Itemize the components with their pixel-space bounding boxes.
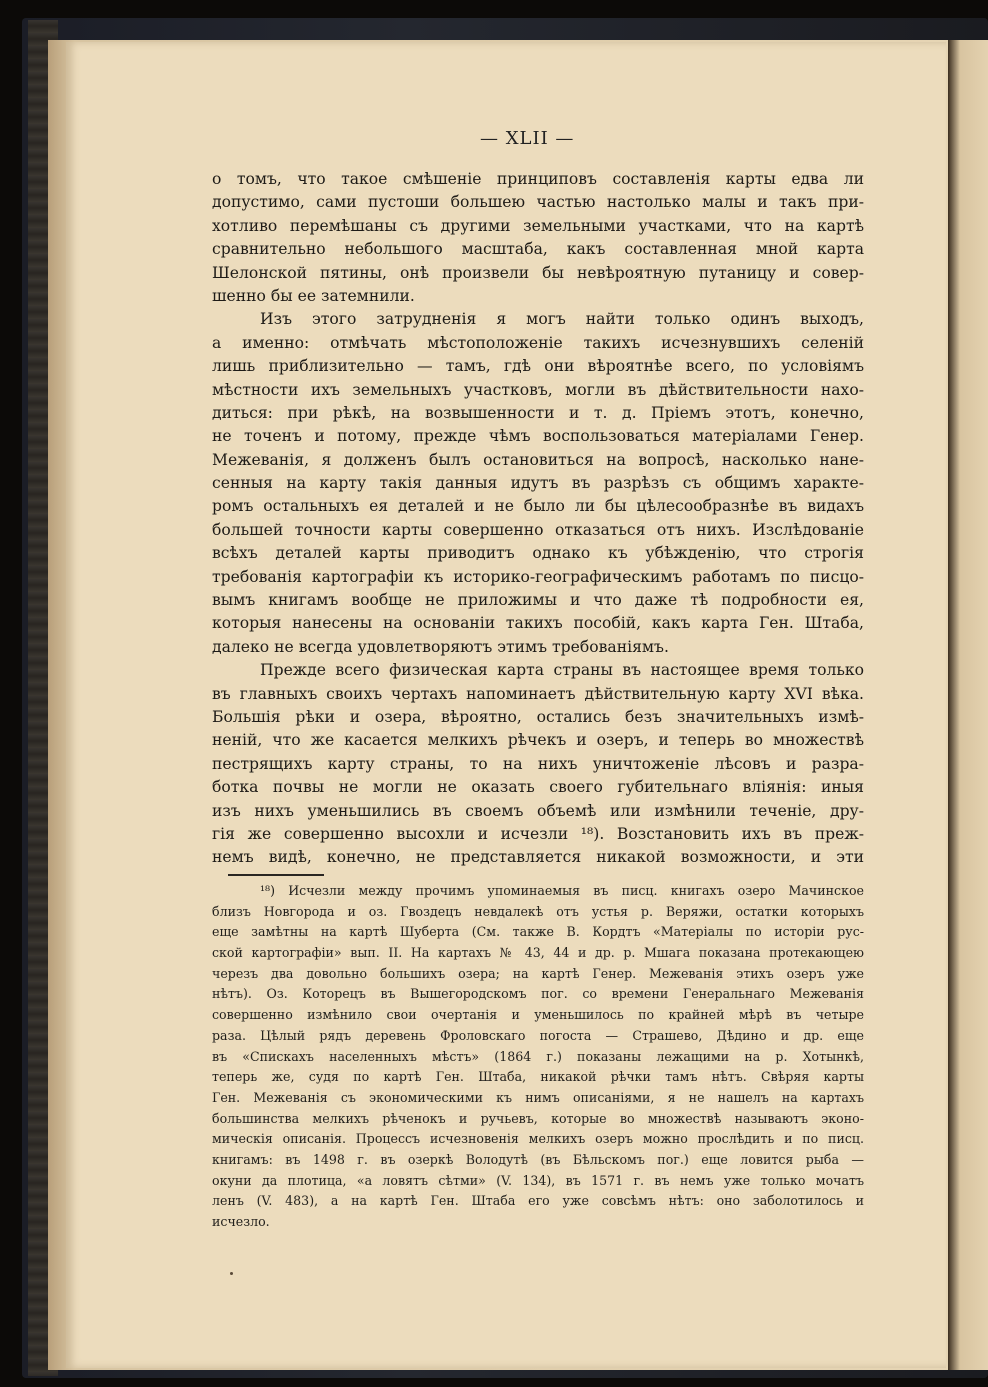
body-line: ботка почвы не могли не оказать своего губительнаго вліянія: иныя	[212, 778, 864, 797]
body-line: изъ нихъ уменьшились въ своемъ объемѣ или измѣнили теченіе, дру-	[212, 801, 864, 820]
body-line: требованія картографіи къ историко-географическимъ работамъ по писцо-	[212, 567, 864, 586]
footnote-line: ской картографіи» вып. II. На картахъ № 43, 44 и др. р. Мшага показана протекающею	[212, 945, 864, 961]
body-line: Изъ этого затрудненія я могъ найти только одинъ выходъ,	[260, 310, 864, 329]
body-line: большей точности карты совершенно отказаться отъ нихъ. Изслѣдованіе	[212, 520, 864, 539]
footnote-line: еще замѣтны на картѣ Шуберта (См. также В. Кордтъ «Матеріалы по исторіи рус-	[212, 924, 864, 940]
footnote-line: совершенно измѣнило свои очертанія и уменьшилось по крайней мѣрѣ въ четыре	[212, 1007, 864, 1023]
body-line: не точенъ и потому, прежде чѣмъ воспользоваться матеріалами Генер.	[212, 427, 864, 446]
footnote-line: исчезло.	[212, 1214, 270, 1229]
footnote-line: окуни да плотица, «а ловятъ сѣтми» (V. 134), въ 1571 г. въ немъ уже только мочатъ	[212, 1172, 864, 1188]
body-line: немъ видѣ, конечно, не представляется никакой возможности, и эти	[212, 848, 864, 867]
facing-page-edge	[948, 40, 988, 1370]
body-line: Большія рѣки и озера, вѣроятно, остались безъ значительныхъ измѣ-	[212, 707, 864, 726]
footnote-line: ¹⁸) Исчезли между прочимъ упоминаемыя въ писц. книгахъ озеро Мачинское	[260, 883, 864, 898]
body-line: всѣхъ деталей карты приводитъ однако къ убѣжденію, что строгія	[212, 544, 864, 563]
footnotes	[212, 881, 864, 1233]
body-line: Шелонской пятины, онѣ произвели бы невѣроятную путаницу и совер-	[212, 263, 864, 282]
body-line: лишь приблизительно — тамъ, гдѣ они вѣроятнѣе всего, по условіямъ	[212, 357, 864, 376]
body-line: мѣстности ихъ земельныхъ участковъ, могли въ дѣйствительности нахо-	[212, 380, 864, 399]
body-line: а именно: отмѣчать мѣстоположеніе такихъ исчезнувшихъ селеній	[212, 333, 864, 352]
body-line: сенныя на карту такія данныя идутъ въ разрѣзъ съ общимъ характе-	[212, 474, 864, 493]
footnote-line: ленъ (V. 483), а на картѣ Ген. Штаба его уже совсѣмъ нѣтъ: оно заболотилось и	[212, 1193, 864, 1209]
body-line: сравнительно небольшого масштаба, какъ составленная мной карта	[212, 240, 864, 259]
body-line: шенно бы ее затемнили.	[212, 286, 415, 305]
body-line: неній, что же касается мелкихъ рѣчекъ и озеръ, и теперь во множествѣ	[212, 731, 864, 750]
footnote-line: близъ Новгорода и оз. Гвоздецъ невдалекѣ отъ устья р. Веряжи, остатки которыхъ	[212, 903, 864, 919]
body-line: хотливо перемѣшаны съ другими земельными участками, что на картѣ	[212, 216, 864, 235]
paper-speck	[230, 1272, 233, 1275]
body-line: вымъ книгамъ вообще не приложимы и что даже тѣ подробности ея,	[212, 591, 864, 610]
footnote-line: теперь же, судя по картѣ Ген. Штаба, никакой рѣчки тамъ нѣтъ. Свѣряя карты	[212, 1069, 864, 1085]
footnote-line: нѣтъ). Оз. Которецъ въ Вышегородскомъ пог. со времени Генеральнаго Межеванія	[212, 986, 864, 1002]
body-line: Межеванія, я долженъ былъ остановиться на вопросѣ, насколько нане-	[212, 450, 864, 469]
footnote-line: въ «Спискахъ населенныхъ мѣстъ» (1864 г.) показаны лежащими на р. Хотынкѣ,	[212, 1048, 864, 1064]
body-text	[212, 168, 864, 870]
footnote-line: Ген. Межеванія съ экономическими къ нимъ описаніями, я не нашелъ на картахъ	[212, 1089, 864, 1105]
body-line: ромъ остальныхъ ея деталей и не было ли бы цѣлесообразнѣе въ видахъ	[212, 497, 864, 516]
body-line: пестрящихъ карту страны, то на нихъ уничтоженіе лѣсовъ и разра-	[212, 754, 864, 773]
footnote-line: черезъ два довольно большихъ озера; на картѣ Генер. Межеванія этихъ озеръ уже	[212, 965, 864, 981]
footnote-line: книгамъ: въ 1498 г. въ озеркѣ Володутѣ (въ Бѣльскомъ пог.) еще ловится рыба —	[212, 1151, 864, 1167]
footnote-line: раза. Цѣлый рядъ деревень Фроловскаго погоста — Страшево, Дѣдино и др. еще	[212, 1027, 864, 1043]
body-line: далеко не всегда удовлетворяютъ этимъ требованіямъ.	[212, 637, 669, 656]
body-line: допустимо, сами пустоши большею частью настолько малы и такъ при-	[212, 193, 864, 212]
body-line: въ главныхъ своихъ чертахъ напоминаетъ дѣйствительную карту XVI вѣка.	[212, 684, 864, 703]
footnote-line: большинства мелкихъ рѣченокъ и ручьевъ, которые во множествѣ называютъ эконо-	[212, 1110, 864, 1126]
footnote-line: мическія описанія. Процессъ исчезновенія мелкихъ озеръ можно прослѣдить и по писц.	[212, 1131, 864, 1147]
body-line: которыя нанесены на основаніи такихъ пособій, какъ карта Ген. Штаба,	[212, 614, 864, 633]
body-line: гія же совершенно высохли и исчезли ¹⁸). Возстановить ихъ въ преж-	[212, 824, 864, 843]
page-number: — XLII —	[480, 128, 575, 149]
body-line: диться: при рѣкѣ, на возвышенности и т. д. Пріемъ этотъ, конечно,	[212, 403, 864, 422]
body-line: о томъ, что такое смѣшеніе принциповъ составленія карты едва ли	[212, 170, 864, 188]
body-line: Прежде всего физическая карта страны въ настоящее время только	[260, 661, 864, 680]
footnote-rule	[228, 874, 324, 876]
